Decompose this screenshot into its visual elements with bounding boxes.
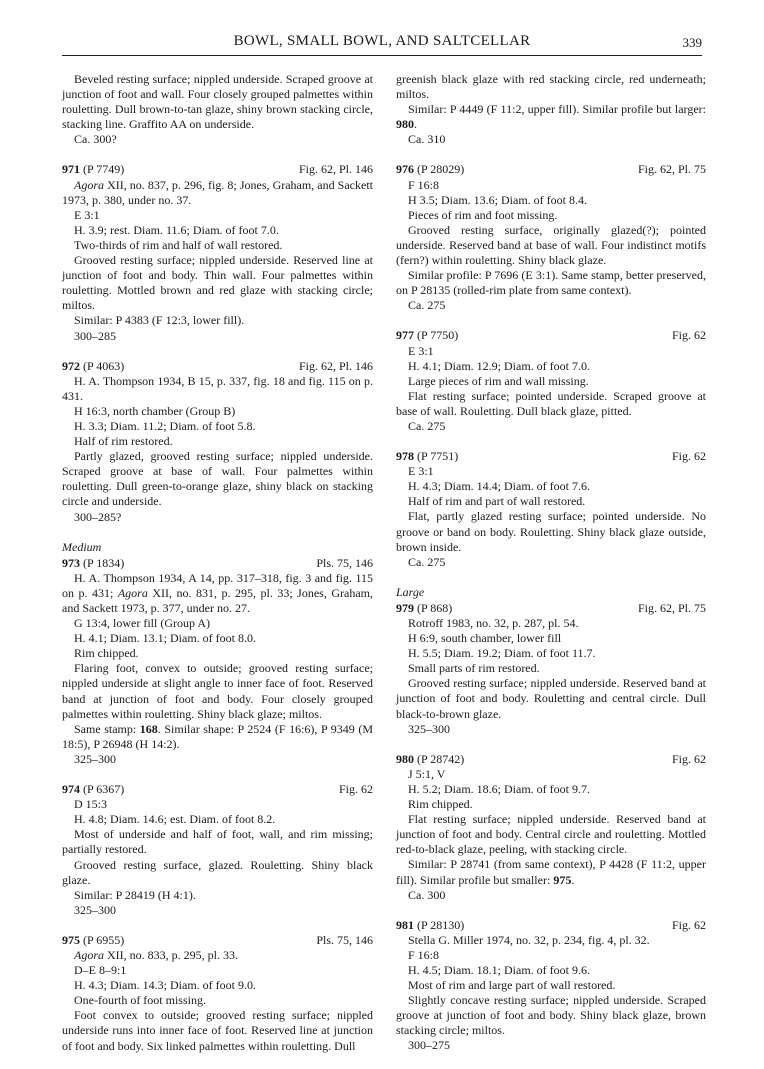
preservation: Two-thirds of rim and half of wall restored.: [74, 237, 283, 252]
page-number: 339: [682, 35, 702, 50]
figure-reference: Fig. 62, Pl. 75: [637, 600, 706, 615]
continued-entry: [396, 72, 706, 147]
dimensions: H. 4.8; Diam. 14.6; est. Diam. of foot 8.2.: [74, 812, 276, 827]
figure-reference: Fig. 62: [338, 782, 373, 797]
comparanda: Similar: P 4449 (F 11:2, upper fill). Similar profile but larger: 980.: [396, 102, 706, 132]
date: 325–300: [408, 721, 450, 736]
description: Flat resting surface; nippled underside. Reserved band at junction of foot and body. Central circle and rouletting. Mottled red-to-black glaze, peeling, with stacking circle.: [396, 812, 706, 857]
catalog-entry-972: [62, 359, 373, 525]
catalog-entry-973: [62, 556, 373, 767]
deposit: E 3:1: [74, 207, 100, 222]
bibliography: Stella G. Miller 1974, no. 32, p. 234, fig. 4, pl. 32.: [408, 932, 650, 947]
date: 325–300: [74, 751, 116, 766]
description: Grooved resting surface, glazed. Rouletting. Shiny black glaze.: [62, 857, 373, 887]
date: Ca. 275: [408, 298, 446, 313]
description: Foot convex to outside; grooved resting surface; nippled underside runs into inner face of foot. Reserved line at junction of foot and body. Six linked palmettes within rouletting. Dull: [62, 1008, 373, 1053]
preservation: Small parts of rim restored.: [408, 661, 540, 676]
date: 300–275: [408, 1038, 450, 1053]
right-column: [396, 72, 706, 1069]
deposit: D 15:3: [74, 797, 107, 812]
catalog-entry-976: [396, 162, 706, 313]
deposit: H 6:9, south chamber, lower fill: [408, 631, 562, 646]
date: Ca. 300: [408, 887, 446, 902]
inventory-number: (P 28742): [417, 751, 465, 766]
description: Flaring foot, convex to outside; grooved resting surface; nippled underside at slight angle to inner face of foot. Reserved band at junction of foot and body. Four closely grouped palmettes within rouletting. Shiny black glaze; miltos.: [62, 661, 373, 721]
date: 300–285: [74, 328, 116, 343]
figure-reference: Fig. 62: [671, 449, 706, 464]
inventory-number: (P 28029): [417, 162, 465, 177]
bibliography: Agora XII, no. 837, p. 296, fig. 8; Jones, Graham, and Sackett 1973, p. 380, under no. 37.: [62, 177, 373, 207]
catalog-entry-971: [62, 162, 373, 343]
catalog-entry-981: [396, 918, 706, 1054]
inventory-number: (P 4063): [83, 358, 125, 373]
entry-heading: [396, 918, 706, 933]
deposit: E 3:1: [408, 464, 434, 479]
description: Flat, partly glazed resting surface; pointed underside. No groove or band on body. Rouletting. Shiny black glaze outside, brown inside.: [396, 509, 706, 554]
preservation: Most of rim and large part of wall restored.: [408, 978, 616, 993]
entry-heading: [396, 752, 706, 767]
deposit: F 16:8: [408, 177, 440, 192]
deposit: G 13:4, lower fill (Group A): [74, 616, 210, 631]
catalog-entry-980: [396, 752, 706, 903]
figure-reference: Fig. 62, Pl. 75: [637, 162, 706, 177]
catalog-number: 976: [396, 162, 414, 177]
entry-heading: [62, 359, 373, 374]
dimensions: H. 5.5; Diam. 19.2; Diam. of foot 11.7.: [408, 646, 596, 661]
entry-heading: [62, 556, 373, 571]
dimensions: H. 3.3; Diam. 11.2; Diam. of foot 5.8.: [74, 418, 256, 433]
catalog-entry-979: [396, 601, 706, 737]
catalog-number: 978: [396, 449, 414, 464]
date: Ca. 300?: [74, 132, 117, 147]
catalog-entry-975: [62, 933, 373, 1054]
inventory-number: (P 28130): [417, 917, 465, 932]
catalog-number: 981: [396, 917, 414, 932]
catalog-number: 974: [62, 782, 80, 797]
entry-heading: [396, 449, 706, 464]
catalog-entry-974: [62, 782, 373, 918]
date: Ca. 275: [408, 554, 446, 569]
description: Grooved resting surface, originally glazed(?); pointed underside. Reserved band at base of wall. Four indistinct motifs (fern?) within rouletting. Shiny black glaze.: [396, 222, 706, 268]
continued-entry: [62, 72, 373, 147]
entry-heading: [62, 782, 373, 797]
inventory-number: (P 7751): [417, 449, 459, 464]
deposit: E 3:1: [408, 343, 434, 358]
date: Ca. 275: [408, 418, 446, 433]
description: Beveled resting surface; nippled underside. Scraped groove at junction of foot and wall. Four closely grouped palmettes within rouletting. Dull brown-to-tan glaze, shiny brown stacking circle, stacking line. Graffito AA on underside.: [62, 72, 373, 132]
dimensions: H. 3.9; rest. Diam. 11.6; Diam. of foot 7.0.: [74, 222, 279, 237]
comparanda: Similar: P 28741 (from same context), P 4428 (F 11:2, upper fill). Similar profile but smaller: 975.: [396, 857, 706, 887]
dimensions: H. 4.3; Diam. 14.4; Diam. of foot 7.6.: [408, 479, 590, 494]
catalog-number: 971: [62, 162, 80, 177]
inventory-number: (P 6955): [83, 932, 125, 947]
bibliography: Rotroff 1983, no. 32, p. 287, pl. 54.: [408, 616, 579, 630]
deposit: F 16:8: [408, 947, 440, 962]
description: greenish black glaze with red stacking circle, red underneath; miltos.: [396, 72, 706, 102]
date: 325–300: [74, 902, 116, 917]
inventory-number: (P 7749): [83, 162, 125, 177]
page-header: [62, 31, 702, 56]
figure-reference: Fig. 62: [671, 917, 706, 932]
preservation: Rim chipped.: [74, 646, 139, 661]
figure-reference: Fig. 62, Pl. 146: [298, 358, 373, 373]
date: Ca. 310: [408, 132, 446, 147]
catalog-number: 975: [62, 932, 80, 947]
entry-heading: [62, 933, 373, 948]
date: 300–285?: [74, 509, 122, 524]
bibliography: H. A. Thompson 1934, B 15, p. 337, fig. 18 and fig. 115 on p. 431.: [62, 373, 373, 403]
description: Grooved resting surface; nippled underside. Reserved line at junction of foot and body. Thin wall. Four palmettes within rouletting. Mottled brown and red glaze with stacking circle; miltos.: [62, 253, 373, 313]
entry-heading: [396, 328, 706, 343]
figure-reference: Fig. 62: [671, 751, 706, 766]
comparanda: Similar: P 28419 (H 4:1).: [74, 887, 196, 902]
figure-reference: Pls. 75, 146: [316, 932, 373, 947]
inventory-number: (P 868): [417, 600, 453, 615]
inventory-number: (P 1834): [83, 555, 125, 570]
section-heading-medium: Medium: [62, 539, 102, 554]
catalog-number: 972: [62, 358, 80, 373]
figure-reference: Fig. 62: [671, 328, 706, 343]
description: Flat resting surface; pointed underside. Scraped groove at base of wall. Rouletting. Dull black glaze, pitted.: [396, 388, 706, 418]
catalog-entry-977: [396, 328, 706, 434]
preservation: Half of rim and part of wall restored.: [408, 494, 586, 509]
description: Grooved resting surface; nippled underside. Reserved band at junction of foot and body. Rouletting and central circle. Dull black-to-brown glaze.: [396, 676, 706, 721]
catalog-number: 977: [396, 328, 414, 343]
entry-heading: [396, 162, 706, 177]
catalog-number: 973: [62, 555, 80, 570]
dimensions: H. 5.2; Diam. 18.6; Diam. of foot 9.7.: [408, 781, 590, 796]
bibliography: H. A. Thompson 1934, A 14, pp. 317–318, fig. 3 and fig. 115 on p. 431; Agora XII, no. 831, p. 295, pl. 33; Jones, Graham, and Sackett 1973, p. 377, under no. 27.: [62, 570, 373, 615]
inventory-number: (P 6367): [83, 782, 125, 797]
catalog-entry-978: [396, 449, 706, 570]
running-head: BOWL, SMALL BOWL, AND SALTCELLAR: [233, 33, 531, 49]
bibliography: Agora XII, no. 833, p. 295, pl. 33.: [74, 947, 238, 962]
figure-reference: Fig. 62, Pl. 146: [298, 162, 373, 177]
dimensions: H. 4.1; Diam. 13.1; Diam. of foot 8.0.: [74, 631, 256, 646]
deposit: H 16:3, north chamber (Group B): [74, 403, 236, 418]
left-column: [62, 72, 373, 1069]
figure-reference: Pls. 75, 146: [316, 555, 373, 570]
preservation: Large pieces of rim and wall missing.: [408, 373, 589, 388]
entry-heading: [396, 601, 706, 616]
dimensions: H. 4.3; Diam. 14.3; Diam. of foot 9.0.: [74, 978, 256, 993]
dimensions: H. 4.1; Diam. 12.9; Diam. of foot 7.0.: [408, 358, 590, 373]
comparanda: Similar profile: P 7696 (E 3:1). Same stamp, better preserved, on P 28135 (rolled-rim plate from same context).: [396, 268, 706, 298]
comparanda: Similar: P 4383 (F 12:3, lower fill).: [74, 313, 245, 328]
inventory-number: (P 7750): [417, 328, 459, 343]
comparanda: Same stamp: 168. Similar shape: P 2524 (F 16:6), P 9349 (M 18:5), P 26948 (H 14:2).: [62, 721, 373, 751]
preservation: Half of rim restored.: [74, 434, 173, 449]
preservation: Most of underside and half of foot, wall, and rim missing; partially restored.: [62, 827, 373, 857]
section-heading-large: Large: [396, 584, 425, 599]
catalog-number: 979: [396, 600, 414, 615]
description: Partly glazed, grooved resting surface; nippled underside. Scraped groove at base of wall. Four palmettes within rouletting. Dull green-to-orange glaze, shiny black on stacking circle and underside.: [62, 449, 373, 509]
preservation: One-fourth of foot missing.: [74, 993, 206, 1008]
description: Slightly concave resting surface; nippled underside. Scraped groove at junction of foot and body. Shiny black glaze, brown stacking circle; miltos.: [396, 993, 706, 1038]
catalog-number: 980: [396, 751, 414, 766]
preservation: Pieces of rim and foot missing.: [408, 207, 558, 222]
preservation: Rim chipped.: [408, 797, 473, 812]
deposit: D–E 8–9:1: [74, 963, 127, 978]
dimensions: H. 4.5; Diam. 18.1; Diam. of foot 9.6.: [408, 962, 590, 977]
entry-heading: [62, 162, 373, 177]
deposit: J 5:1, V: [408, 766, 446, 781]
dimensions: H 3.5; Diam. 13.6; Diam. of foot 8.4.: [408, 192, 587, 207]
